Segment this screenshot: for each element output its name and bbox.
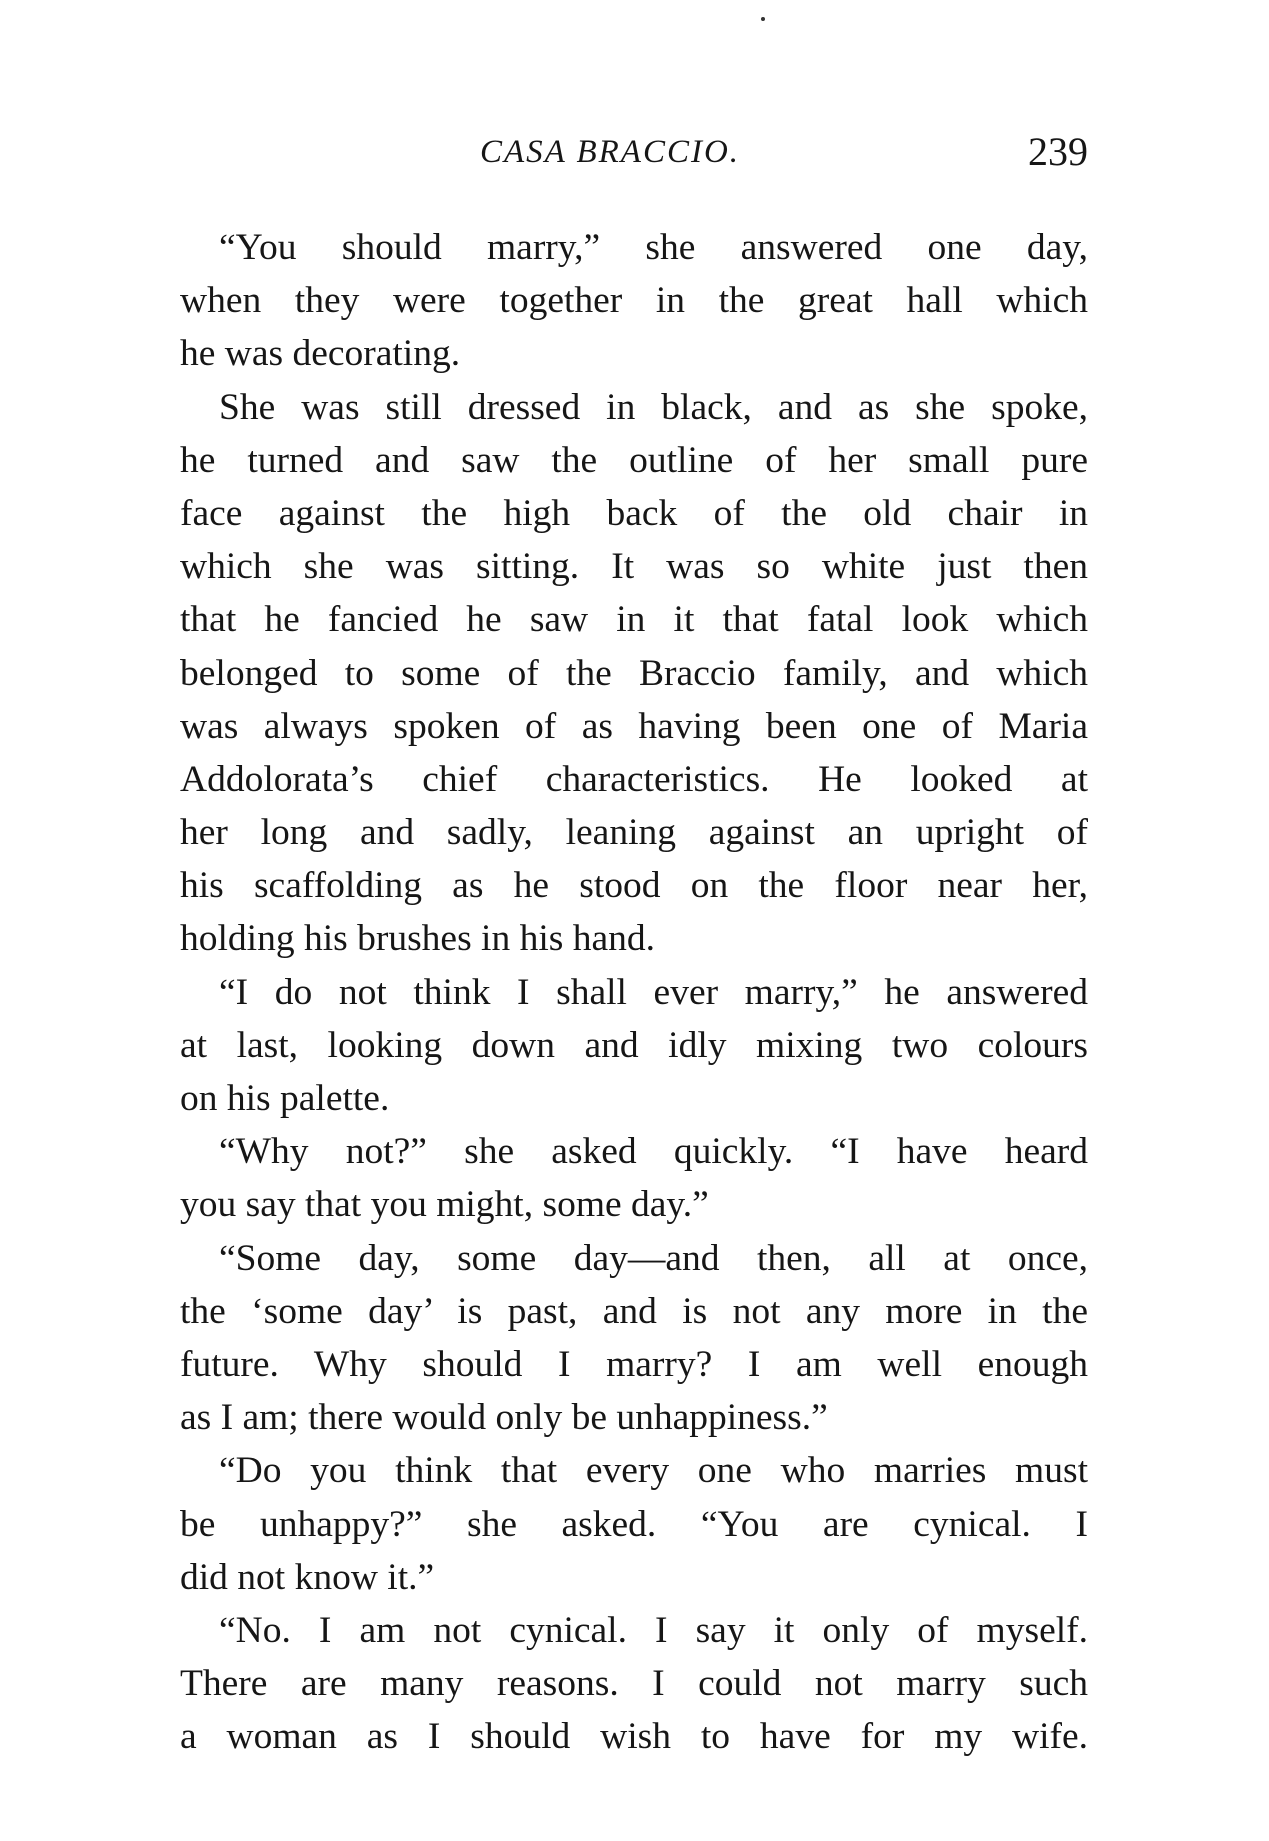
text-line: “No. I am not cynical. I say it only of myself. [219,1609,1088,1651]
text-line: her long and sadly, leaning against an upright of [180,812,1088,854]
body-text [180,221,1088,1763]
text-line: future. Why should I marry? I am well enough [180,1343,1088,1385]
text-line: “You should marry,” she answered one day, [219,227,1088,268]
text-line: as I am; there would only be unhappiness.” [180,1397,828,1439]
text-line: the ‘some day’ is past, and is not any more in the [180,1290,1088,1332]
text-line: “I do not think I shall ever marry,” he answered [219,971,1088,1013]
text-line: at last, looking down and idly mixing two colours [180,1024,1088,1066]
text-line: holding his brushes in his hand. [180,918,655,960]
text-line: did not know it.” [180,1556,435,1598]
page-number: 239 [1028,129,1088,174]
text-line: he was decorating. [180,333,461,375]
text-line: “Some day, some day—and then, all at once, [219,1237,1088,1279]
running-head [180,128,1088,178]
text-line: a woman as I should wish to have for my wife. [180,1716,1088,1758]
text-line: She was still dressed in black, and as she spoke, [219,386,1088,428]
text-line: he turned and saw the outline of her small pure [180,439,1088,481]
text-line: face against the high back of the old chair in [180,492,1088,534]
text-line: when they were together in the great hall which [180,280,1088,322]
text-line: “Do you think that every one who marries must [219,1450,1088,1492]
text-line: Addolorata’s chief characteristics. He looked at [180,758,1088,800]
running-title: CASA BRACCIO. [480,134,741,170]
text-line: belonged to some of the Braccio family, and which [180,652,1088,694]
text-line: There are many reasons. I could not marry such [180,1663,1088,1705]
text-line: his scaffolding as he stood on the floor near her, [180,865,1088,907]
text-line: be unhappy?” she asked. “You are cynical. I [180,1503,1088,1545]
text-line: that he fancied he saw in it that fatal look which [180,599,1088,641]
text-line: which she was sitting. It was so white just then [180,546,1088,588]
text-line: on his palette. [180,1078,390,1119]
text-line: “Why not?” she asked quickly. “I have heard [219,1131,1088,1173]
text-line: you say that you might, some day.” [180,1184,709,1226]
text-line: was always spoken of as having been one of Maria [180,705,1088,747]
print-speck [761,17,765,21]
